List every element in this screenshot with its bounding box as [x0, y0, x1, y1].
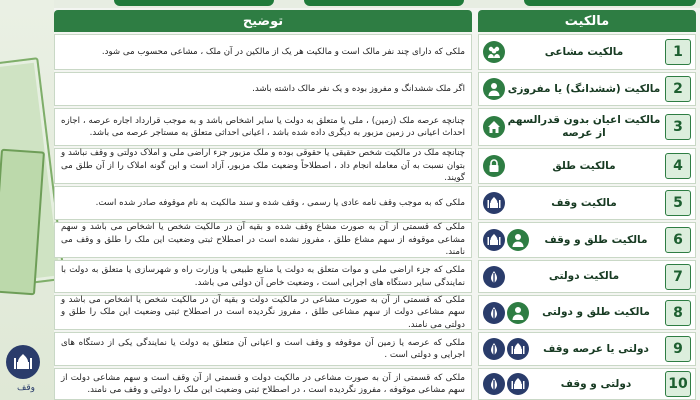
ownership-type-label: مالکیت طلق و دولتی — [542, 306, 650, 319]
row-number: 5 — [665, 190, 691, 216]
ownership-type-label: مالکیت (ششدانگ) یا مفروزی — [507, 82, 661, 95]
ownership-icons — [483, 229, 529, 251]
ownership-type-label: مالکیت اعیان بدون قدرالسهم از عرصه — [507, 114, 661, 139]
ownership-type-label: مالکیت دولتی — [548, 270, 620, 283]
table-row — [54, 368, 696, 400]
ownership-icons — [483, 41, 505, 63]
ownership-cell — [478, 260, 696, 293]
ownership-column-header: مالکیت — [478, 10, 696, 32]
table-row — [54, 148, 696, 184]
description-text: ملکی که عرصه یا زمین آن موقوفه و وقف است و اعیانی آن متعلق به دولت یا نمایندگی یکی از دستگاه های اجرایی و دولتی است . — [61, 337, 465, 360]
table-row — [54, 222, 696, 258]
top-banner-center — [304, 0, 464, 6]
ownership-type-label: مالکیت طلق — [552, 159, 616, 172]
table-row — [54, 108, 696, 146]
ownership-cell — [478, 368, 696, 400]
row-number: 3 — [665, 114, 691, 140]
row-number: 10 — [665, 371, 691, 397]
ownership-cell — [478, 222, 696, 258]
description-column-header: توضیح — [54, 10, 472, 32]
description-cell — [54, 34, 472, 70]
table-row — [54, 295, 696, 330]
ownership-cell — [478, 295, 696, 330]
description-cell — [54, 108, 472, 146]
description-text: چنانچه عرصه ملک (زمین) ، ملی یا متعلق به دولت یا سایر اشخاص باشد و به موجب قرارداد اجاره عرصه ، اجازه احداث اعیانی در زمین مزبور به دیگری داده شده باشد ، اعیانی احداثی متعلق به مستاجر عرصه می باشد. — [61, 115, 465, 138]
ownership-cell — [478, 34, 696, 70]
ownership-cell — [478, 332, 696, 366]
ownership-cell — [478, 108, 696, 146]
top-banner-right — [524, 0, 696, 6]
group-icon — [483, 41, 505, 63]
row-number: 8 — [665, 300, 691, 326]
description-text: ملکی که جزء اراضی ملی و موات متعلق به دولت یا منابع طبیعی یا وزارت راه و شهرسازی یا متعلق به دولت با نمایندگی سایر دستگاه های اجرایی است ، وضعیت خاص آن دولتی می باشد. — [61, 265, 465, 288]
description-cell — [54, 295, 472, 330]
table-row — [54, 72, 696, 106]
ownership-type-label: مالکیت مشاعی — [544, 45, 624, 58]
left-caption: وقف — [17, 383, 35, 393]
description-text: چنانچه ملک در مالکیت شخص حقیقی یا حقوقی بوده و ملک مزبور جزء اراضی ملی و املاک دولتی و وقف نباشد و بتوان نسبت به آن معامله انجام داد ، اصطلاحاً وضعیت ملک مزبور، آزاد است و این گونه املاک را از آن طلق می گویند. — [61, 148, 465, 184]
ownership-icons — [483, 302, 529, 324]
description-cell — [54, 332, 472, 366]
ownership-type-label: دولتی یا عرصه وقف — [543, 342, 649, 355]
ownership-icons — [483, 78, 505, 100]
ownership-icons — [483, 192, 505, 214]
row-number: 4 — [665, 153, 691, 179]
description-cell — [54, 260, 472, 293]
description-cell — [54, 368, 472, 400]
ownership-icons — [483, 266, 505, 288]
ownership-icons — [483, 116, 505, 138]
ownership-icons — [483, 373, 529, 395]
ownership-type-label: مالکیت طلق و وقف — [544, 233, 648, 246]
mosque-icon — [507, 373, 529, 395]
row-number: 9 — [665, 336, 691, 362]
mosque-icon — [483, 229, 505, 251]
ownership-icons — [483, 338, 529, 360]
description-text: ملکی که به موجب وقف نامه عادی یا رسمی ، وقف شده و سند مالکیت به نام موقوفه صادر شده است. — [95, 197, 465, 208]
table-row — [54, 34, 696, 70]
row-number: 7 — [665, 264, 691, 290]
mosque-logo-icon — [6, 345, 40, 379]
row-number: 2 — [665, 76, 691, 102]
row-number: 6 — [665, 227, 691, 253]
description-cell — [54, 148, 472, 184]
description-text: ملکی که دارای چند نفر مالک است و مالکیت هر یک از مالکین در آن ملک ، مشاعی محسوب می شود. — [101, 46, 465, 57]
top-banner-left — [114, 0, 274, 6]
description-text: ملکی که قسمتی از آن به صورت مشاع وقف شده و بقیه آن در مالکیت شخص یا اشخاص می باشد و سهم مشاعی موقوفه از سهم مشاع طلق ، مفروز نشده است در اصطلاح ثبتی وضعیت این ملک را طلق و وقف می نامند. — [61, 222, 465, 258]
table-row — [54, 260, 696, 293]
description-cell — [54, 186, 472, 220]
mosque-icon — [507, 338, 529, 360]
table-row — [54, 332, 696, 366]
person-icon — [507, 229, 529, 251]
ownership-icons — [483, 155, 505, 177]
house-icon — [483, 116, 505, 138]
emblem-icon — [483, 338, 505, 360]
emblem-icon — [483, 266, 505, 288]
emblem-icon — [483, 302, 505, 324]
table-row — [54, 186, 696, 220]
ownership-type-label: مالکیت وقف — [551, 196, 617, 209]
ownership-table — [54, 10, 696, 400]
description-cell — [54, 72, 472, 106]
top-strip — [54, 0, 700, 8]
emblem-icon — [483, 373, 505, 395]
ownership-type-label: دولتی و وقف — [560, 377, 632, 390]
mosque-icon — [483, 192, 505, 214]
row-number: 1 — [665, 39, 691, 65]
lock-icon — [483, 155, 505, 177]
person-icon — [507, 302, 529, 324]
ownership-cell — [478, 72, 696, 106]
description-text: ملکی که قسمتی از آن به صورت مشاعی در مالکیت دولت و قسمتی از آن وقف است و سهم مشاعی دولت از سهم مشاعی موقوفه ، مفروز نگردیده است ، در اصطلاح ثبتی وضعیت این ملک را دولتی و وقف می نامند. — [61, 372, 465, 395]
left-decoration — [0, 0, 54, 400]
person-icon — [483, 78, 505, 100]
description-text: اگر ملک ششدانگ و مفروز بوده و یک نفر مالک داشته باشد. — [252, 83, 465, 94]
description-text: ملکی که قسمتی از آن به صورت مشاعی در مالکیت دولت و بقیه آن در مالکیت شخص یا اشخاص می باشد و سهم مشاعی دولت از سهم مشاعی طلق ، مفروز نگردیده است در اصطلاح ثبتی وضعیت این ملک را طلق و دولتی می نامند. — [61, 294, 465, 330]
ownership-cell — [478, 148, 696, 184]
description-cell — [54, 222, 472, 258]
ownership-cell — [478, 186, 696, 220]
